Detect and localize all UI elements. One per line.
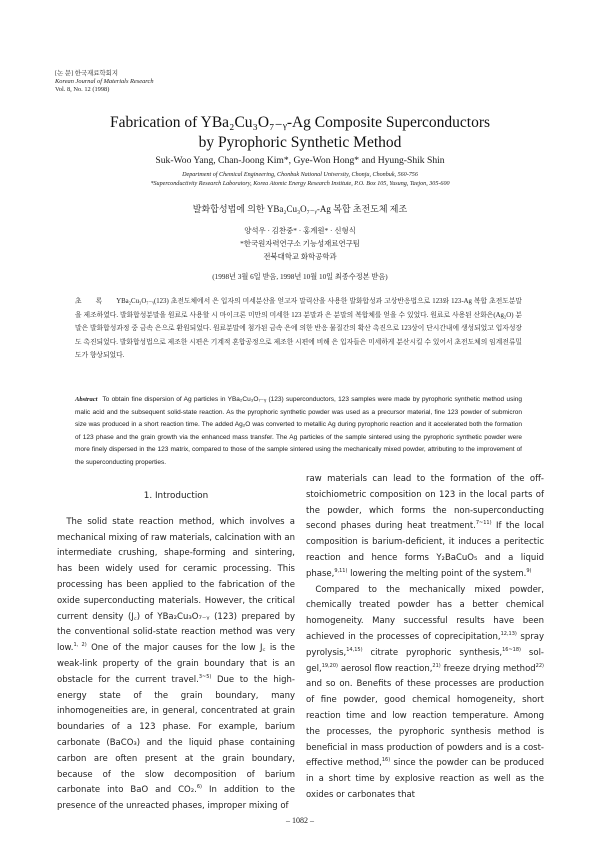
paper-title	[40, 113, 560, 153]
english-abstract-text: To obtain fine dispersion of Ag particles in YBa₂Cu₃O₇₋ᵧ (123) superconductors, 123 samples were made by pyrophoric synthetic method using malic acid and the subsequent solid-state reaction. As the pyrophoric synthetic powder was used as a precursor material, fine 123 powder of submicron size was produced in a short reaction time. The added Ag₂O was converted to metallic Ag during pyrophoric reaction and it accelerated both the formation of 123 phase and the grain growth via the enhanced mass transfer. The Ag particles of the sample sintered using the pyrophoric synthetic powder were more finely dispersed in the 123 matrix, compared to those of the sample sintered using the mechanically mixed powder, attributing to the improvement of the superconducting properties.	[75, 396, 522, 466]
citation: 9)	[526, 567, 532, 574]
korean-title: 발화합성법에 의한 YBa₂Cu₃O₇₋ᵧ-Ag 복합 초전도체 제조	[192, 204, 408, 214]
affiliations	[40, 171, 560, 189]
received-dates: (1998년 3월 6일 받음, 1998년 10월 10일 최종수정본 받음)	[212, 273, 388, 281]
journal-english-name: Korean Journal of Materials Research	[55, 78, 154, 85]
title-line-2: by Pyrophoric Synthetic Method	[198, 134, 402, 151]
intro-paragraph-1-continued: raw materials can lead to the formation of the off-stoichiometric composition on 123 in the local parts of the powder, which forms the non-superconducting second phases during heat treatment.$^{7\sim 11)}$ If the local composition is barium-deficient, it induces a peritectic reaction and hence forms Y₂BaCuO₅ and a liquid phase,$^{9,11)}$ lowering the melting point of the system.$^{9)}$	[306, 474, 544, 579]
citation: 1, 2)	[73, 642, 87, 649]
author-list: Suk-Woo Yang, Chan-Joong Kim*, Gye-Won Hong* and Hyung-Shik Shin	[155, 155, 445, 166]
citation: 16~18)	[502, 646, 521, 653]
korean-abstract	[75, 295, 522, 363]
korean-authors: 양석우 · 김찬중* · 홍계원* · 신형식	[244, 226, 356, 235]
citation: 21)	[432, 662, 441, 669]
affiliation-1: Department of Chemical Engineering, Chonbuk National University, Chonju, Chonbuk, 560-756	[182, 172, 418, 178]
affiliation-2: *Superconductivity Research Laboratory, Korea Atomic Energy Research Institute, P.O. Box 105, Yusung, Taejon, 305-600	[150, 181, 450, 187]
english-abstract-label: Abstract	[75, 396, 98, 403]
citation: 3~5)	[198, 673, 212, 680]
journal-header	[55, 70, 154, 94]
section-heading-introduction: 1. Introduction	[143, 491, 209, 501]
citation: 7~11)	[475, 520, 492, 527]
citation: 6)	[196, 784, 202, 791]
citation: 19,20)	[321, 662, 338, 669]
citation: 22)	[535, 662, 544, 669]
citation: 12,13)	[500, 631, 517, 638]
korean-author-block	[40, 224, 560, 263]
intro-paragraph-2: Compared to the mechanically mixed powder, chemically treated powder has a better chemical homogeneity. Many successful results have been achieved in the processes of coprecipitation,$^{12,13)}$ spray pyrolysis,$^{14,15)}$ citrate pyrophoric synthesis,$^{16\sim 18)}$ sol-gel,$^{19,20)}$ aerosol flow reaction,$^{21)}$ freeze drying method$^{22)}$ and so on. Benefits of these processes are production of fine powder, good chemical homogeneity, short reaction time and low reaction temperature. Among the processes, the pyrophoric synthesis method is beneficial in mass production of powders and is a cost-effective method,$^{16)}$ since the powder can be produced in a short time by explosive reaction as well as the oxides or carbonates that	[306, 584, 544, 800]
english-abstract	[75, 394, 522, 470]
title-line-1: Fabrication of YBa₂Cu₃O₇₋ᵧ-Ag Composite Superconductors	[109, 114, 491, 131]
korean-affiliation-2: 전북대학교 화학공학과	[263, 252, 337, 261]
citation: 9,11)	[334, 567, 348, 574]
right-column	[306, 472, 544, 804]
journal-korean-name: [논 문] 한국재료학회지	[55, 70, 119, 77]
korean-affiliation-1: *한국원자력연구소 기능성재료연구팀	[240, 239, 360, 248]
citation: 16)	[381, 757, 391, 764]
journal-volume: Vol. 8, No. 12 (1998)	[55, 86, 110, 93]
korean-abstract-label: 초 록	[75, 298, 109, 305]
citation: 14,15)	[346, 646, 363, 653]
korean-abstract-text: YBa₂Cu₃O₇₋ᵧ(123) 초전도체에서 은 입자의 미세분산을 얻고자 말릭산을 사용한 발화합성과 고상반응법으로 123와 123-Ag 복합 초전도분말을 제조하였다. 발화합성분말을 원료로 사용할 시 마이크론 미만의 미세한 123 분말과 은 분말의 복합체를 얻을 수 있었다. 원료로 사용된 산화은(Ag₂O) 분말은 발화합성과정 중 금속 은으로 환원되었다. 원료분말에 첨가된 금속 은에 의한 반응 물질간의 확산 촉진으로 123상이 단시간내에 생성되었고 입자성장도 촉진되었다. 발화합성법으로 제조한 시편은 기계적 혼합공정으로 제조한 시편에 비해 은 입자들은 미세하게 분산시킬 수 있어서 초전도체의 임계전류밀도가 향상되었다.	[75, 298, 522, 360]
page-number: – 1082 –	[286, 816, 314, 825]
left-column	[57, 472, 295, 815]
intro-paragraph-1: The solid state reaction method, which involves a mechanical mixing of raw materials, calcination with an intermediate crushing, shape-forming and sintering, has been widely used for ceramic processing. This processing has been applied to the fabrication of the oxide superconducting materials. However, the critical current density (J꜀) of YBa₂Cu₃O₇₋ᵧ (123) prepared by the conventional solid-state reaction method was very low.$^{1, 2)}$ One of the major causes for the low J꜀ is the weak-link property of the grain boundary that is an obstacle for the current travel.$^{3\sim 5)}$ Due to the high-energy state of the grain boundary, many inhomogeneities are, in general, concentrated at grain boundaries of a 123 phase. For example, barium carbonate (BaCO₃) and the liquid phase containing carbon are often present at the grain boundary, because of the slow decomposition of barium carbonate into BaO and CO₂.$^{6)}$ In addition to the presence of the unreacted phases, improper mixing of	[57, 516, 295, 812]
